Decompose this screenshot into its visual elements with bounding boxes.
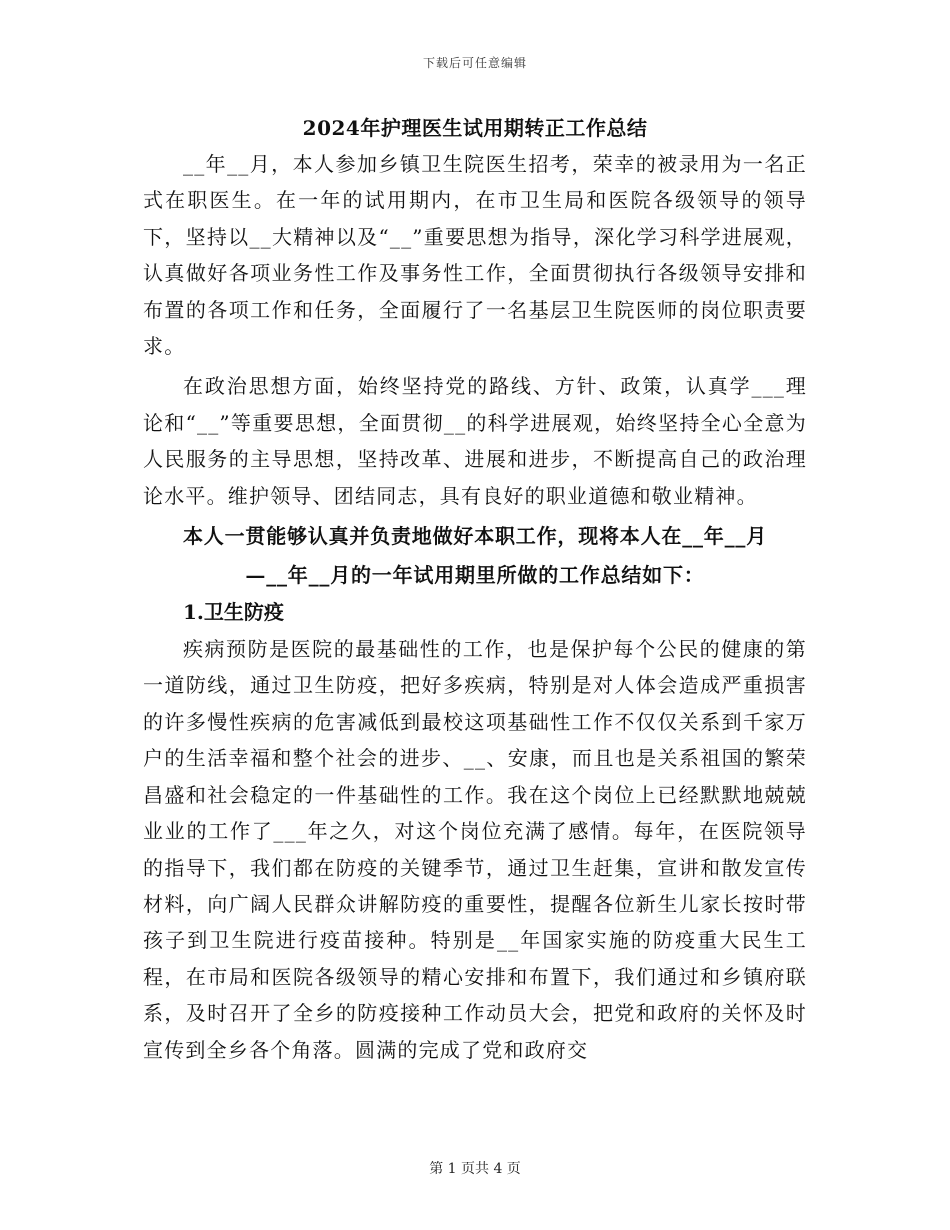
header-note: 下载后可任意编辑	[422, 56, 527, 70]
summary-intro-line-2: —__年__月的一年试用期里所做的工作总结如下：	[245, 563, 705, 588]
section-heading-epidemic-prevention: 1.卫生防疫	[183, 600, 284, 625]
paragraph-epidemic-prevention: 疾病预防是医院的最基础性的工作，也是保护每个公民的健康的第一道防线，通过卫生防疫，把好多疾病，特别是对人体会造成严重损害的许多慢性疾病的危害减低到最校这项基础性工作不仅仅关系到千家万户的生活幸福和整个社会的进步、__、安康，而且也是关系祖国的繁荣昌盛和社会稳定的一件基础性的工作。我在这个岗位上已经默默地兢兢业业的工作了___年之久，对这个岗位充满了感情。每年，在医院领导的指导下，我们都在防疫的关键季节，通过卫生赶集，宣讲和散发宣传材料，向广阔人民群众讲解防疫的重要性，提醒各位新生儿家长按时带孩子到卫生院进行疫苗接种。特别是__年国家实施的防疫重大民生工程，在市局和医院各级领导的精心安排和布置下，我们通过和乡镇府联系，及时召开了全乡的防疫接种工作动员大会，把党和政府的关怀及时宣传到全乡各个角落。圆满的完成了党和政府交	[143, 637, 807, 1062]
paragraph-political: 在政治思想方面，始终坚持党的路线、方针、政策，认真学___理论和“__”等重要思想，全面贯彻__的科学进展观，始终坚持全心全意为人民服务的主导思想，坚持改革、进展和进步，不断提高自己的政治理论水平。维护领导、团结同志，具有良好的职业道德和敬业精神。	[143, 374, 807, 508]
document-title: 2024年护理医生试用期转正工作总结	[302, 116, 648, 140]
page-number: 第 1 页共 4 页	[429, 1161, 521, 1177]
paragraph-intro: __年__月，本人参加乡镇卫生院医生招考，荣幸的被录用为一名正式在职医生。在一年的试用期内，在市卫生局和医院各级领导的领导下，坚持以__大精神以及“__”重要思想为指导，深化学习科学进展观，认真做好各项业务性工作及事务性工作，全面贯彻执行各级领导安排和布置的各项工作和任务，全面履行了一名基层卫生院医师的岗位职责要求。	[143, 152, 807, 359]
summary-intro-line-1: 本人一贯能够认真并负责地做好本职工作，现将本人在__年__月	[183, 524, 767, 549]
document-body	[143, 110, 807, 1072]
